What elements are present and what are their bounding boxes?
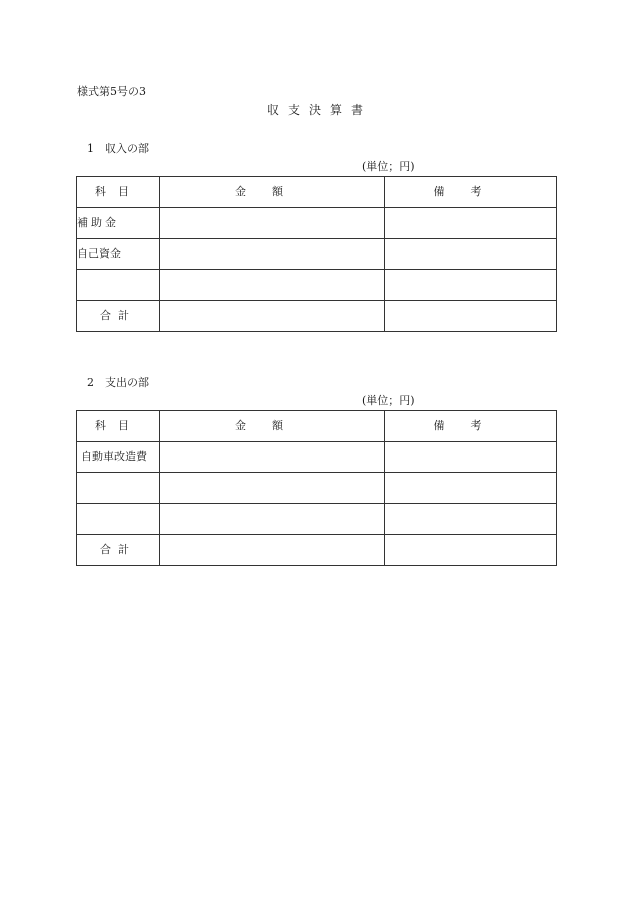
income-header-amount: 金額: [160, 177, 385, 208]
income-row-remarks[interactable]: [385, 208, 557, 239]
expense-row-item[interactable]: [77, 504, 160, 535]
expense-table: [76, 410, 557, 566]
income-total-row: [77, 301, 557, 332]
expense-section-heading: [87, 376, 149, 390]
table-row: [77, 442, 557, 473]
income-row-amount[interactable]: [160, 208, 385, 239]
income-row-item: 自己資金: [77, 239, 160, 270]
expense-header-item: 科目: [77, 411, 160, 442]
form-number: 様式第5号の3: [77, 85, 146, 98]
income-header-row: [77, 177, 557, 208]
income-row-amount[interactable]: [160, 270, 385, 301]
income-header-item: 科目: [77, 177, 160, 208]
income-row-item: 補助金: [77, 208, 160, 239]
expense-total-remarks[interactable]: [385, 535, 557, 566]
expense-unit-label: (単位；円): [362, 394, 415, 407]
income-row-amount[interactable]: [160, 239, 385, 270]
expense-row-remarks[interactable]: [385, 442, 557, 473]
income-section-number: 1: [87, 142, 94, 155]
income-row-item[interactable]: [77, 270, 160, 301]
income-table: [76, 176, 557, 332]
expense-header-row: [77, 411, 557, 442]
table-row: [77, 208, 557, 239]
income-unit-label: (単位；円): [362, 160, 415, 173]
expense-header-remarks: 備考: [385, 411, 557, 442]
expense-section-label: 支出の部: [105, 376, 149, 389]
income-section-heading: [87, 142, 149, 156]
income-section-label: 収入の部: [105, 142, 149, 155]
expense-total-amount[interactable]: [160, 535, 385, 566]
expense-row-remarks[interactable]: [385, 473, 557, 504]
table-row: [77, 239, 557, 270]
income-row-remarks[interactable]: [385, 239, 557, 270]
table-row: [77, 270, 557, 301]
expense-header-amount: 金額: [160, 411, 385, 442]
table-row: [77, 473, 557, 504]
expense-row-amount[interactable]: [160, 504, 385, 535]
expense-total-row: [77, 535, 557, 566]
expense-row-remarks[interactable]: [385, 504, 557, 535]
income-total-remarks[interactable]: [385, 301, 557, 332]
document-title: 収支決算書: [266, 103, 372, 117]
expense-total-label: 合計: [77, 535, 160, 566]
table-row: [77, 504, 557, 535]
income-total-amount[interactable]: [160, 301, 385, 332]
expense-row-item: 自動車改造費: [77, 442, 160, 473]
expense-row-amount[interactable]: [160, 473, 385, 504]
income-header-remarks: 備考: [385, 177, 557, 208]
expense-section-number: 2: [87, 376, 94, 389]
income-total-label: 合計: [77, 301, 160, 332]
income-row-remarks[interactable]: [385, 270, 557, 301]
expense-row-amount[interactable]: [160, 442, 385, 473]
expense-row-item[interactable]: [77, 473, 160, 504]
